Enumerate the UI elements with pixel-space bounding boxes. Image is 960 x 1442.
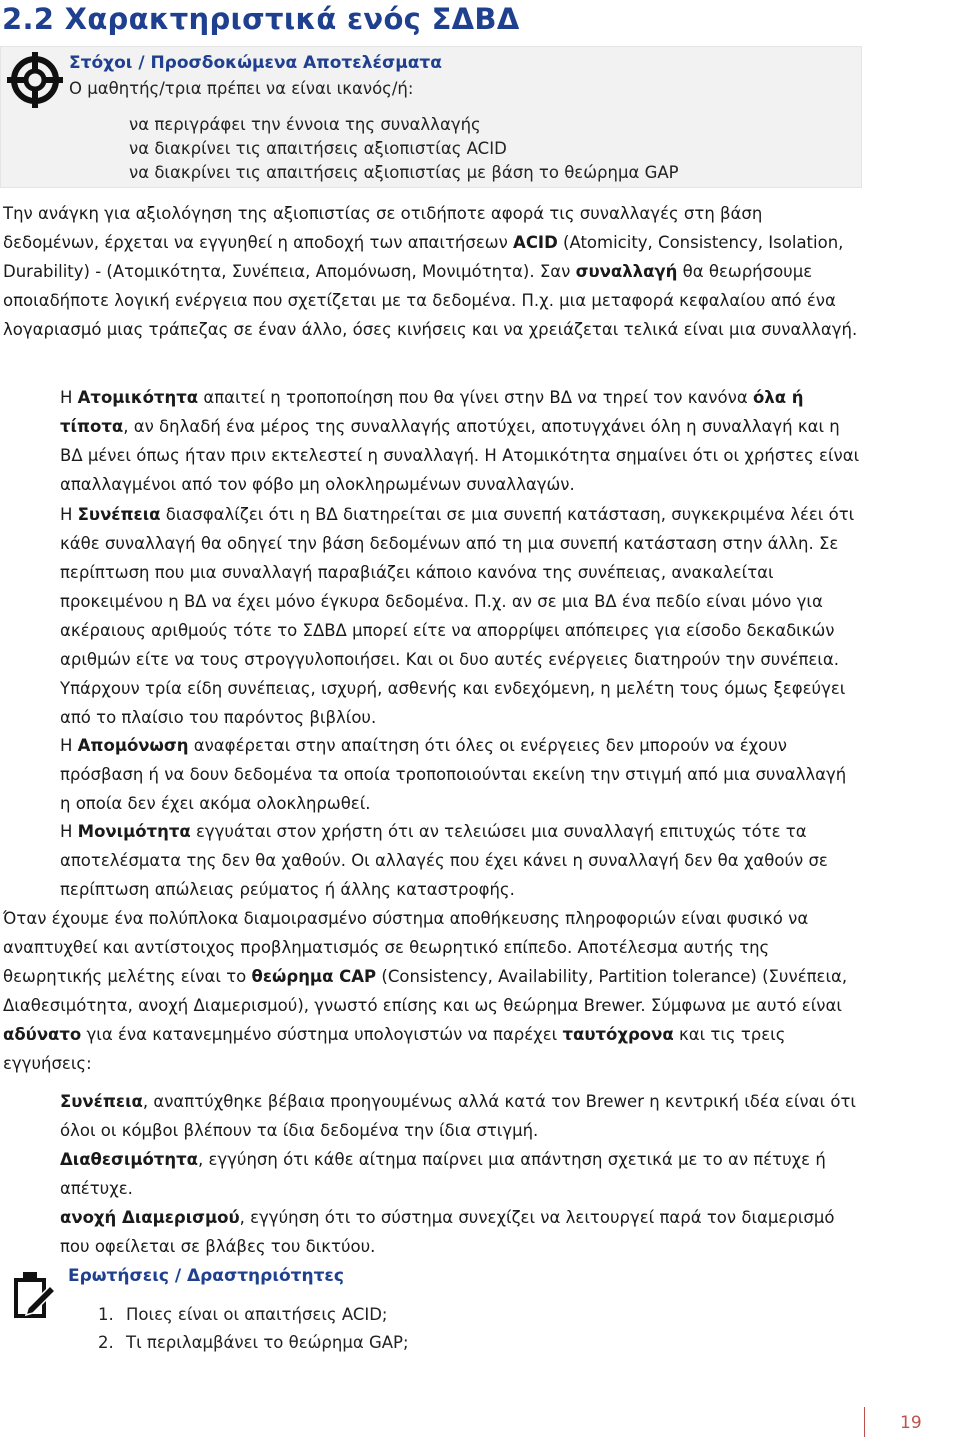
question-item: 1. Ποιες είναι οι απαιτήσεις ACID; <box>98 1305 388 1324</box>
questions-title: Ερωτήσεις / Δραστηριότητες <box>68 1266 344 1286</box>
goals-title: Στόχοι / Προσδοκώμενα Αποτελέσματα <box>69 53 442 73</box>
goal-item: να περιγράφει την έννοια της συναλλαγής <box>129 115 481 134</box>
cap-partition-paragraph: ανοχή Διαμερισμού, εγγύηση ότι το σύστημα συνεχίζει να λειτουργεί παρά τον διαμερισμό που οφείλεται σε βλάβες του δικτύου. <box>60 1208 835 1256</box>
cap-availability-paragraph: Διαθεσιμότητα, εγγύηση ότι κάθε αίτημα παίρνει μια απάντηση σχετικά με το αν πέτυχε ή απέτυχε. <box>60 1150 826 1198</box>
durability-paragraph: Η Μονιμότητα εγγυάται στον χρήστη ότι αν τελειώσει μια συναλλαγή επιτυχώς τότε τα αποτελέσματα της δεν θα χαθούν. Οι αλλαγές που έχει κάνει η συναλλαγή δεν θα χαθούν σε περίπτωση απώλειας ρεύματος ή άλλης καταστροφής. <box>60 822 828 899</box>
cap-paragraph: Όταν έχουμε ένα πολύπλοκα διαμοιρασμένο σύστημα αποθήκευσης πληροφοριών είναι φυσικό να αναπτυχθεί και αντίστοιχος προβληματισμός σε θεωρητικό επίπεδο. Αποτέλεσμα αυτής της θεωρητικής μελέτης είναι το θεώρημα CAP (Consistency, Availability, Partition tolerance) (Συνέπεια, Διαθεσιμότητα, ανοχή Διαμερισμού), γνωστό επίσης και ως θεώρημα Brewer. Σύμφωνα με αυτό είναι αδύνατο για ένα κατανεμημένο σύστημα υπολογιστών να παρέχει ταυτόχρονα και τις τρεις εγγυήσεις: <box>3 909 848 1073</box>
goal-item: να διακρίνει τις απαιτήσεις αξιοπιστίας με βάση το θεώρημα GAP <box>129 163 679 182</box>
clipboard-icon <box>12 1266 56 1322</box>
goals-list <box>129 113 679 185</box>
goal-item: να διακρίνει τις απαιτήσεις αξιοπιστίας ACID <box>129 139 507 158</box>
cap-consistency-paragraph: Συνέπεια, αναπτύχθηκε βέβαια προηγουμένως αλλά κατά τον Brewer η κεντρική ιδέα είναι ότι όλοι οι κόμβοι βλέπουν τα ίδια δεδομένα την ίδια στιγμή. <box>60 1092 856 1140</box>
goals-intro: Ο μαθητής/τρια πρέπει να είναι ικανός/ή: <box>69 79 414 98</box>
consistency-paragraph: Η Συνέπεια διασφαλίζει ότι η ΒΔ διατηρείται σε μια συνεπή κατάσταση, συγκεκριμένα λέει ότι κάθε συναλλαγή θα οδηγεί την βάση δεδομένων από τη μια συνεπή κατάσταση στην άλλη. Σε περίπτωση που μια συναλλαγή παραβιάζει κάποιο κανόνα της συνέπειας, ανακαλείται προκειμένου η ΒΔ να έχει μόνο έγκυρα δεδομένα. Π.χ. αν σε μια ΒΔ ένα πεδίο είναι μόνο για ακέραιους αριθμούς τότε το ΣΔΒΔ μπορεί είτε να απορρίψει απόπειρες για είσοδο δεκαδικών αριθμών είτε να τους στρογγυλοποιήσει. Και οι δυο αυτές ενέργειες διατηρούν την συνέπεια. Υπάρχουν τρία είδη συνέπειας, ισχυρή, ασθενής και ενδεχόμενη, η μελέτη τους όμως ξεφεύγει από το πλαίσιο του παρόντος βιβλίου. <box>60 505 855 727</box>
page-number-divider <box>864 1407 865 1437</box>
page-number: 19 <box>900 1413 922 1433</box>
target-icon <box>7 52 63 108</box>
learning-goals-box <box>0 46 862 188</box>
isolation-paragraph: Η Απομόνωση αναφέρεται στην απαίτηση ότι όλες οι ενέργειες δεν μπορούν να έχουν πρόσβαση ή να δουν δεδομένα τα οποία τροποποιούνται εκείνη την στιγμή από μια συναλλαγή η οποία δεν έχει ακόμα ολοκληρωθεί. <box>60 736 847 813</box>
atomicity-paragraph: Η Ατομικότητα απαιτεί η τροποποίηση που θα γίνει στην ΒΔ να τηρεί τον κανόνα όλα ή τίποτα, αν δηλαδή ένα μέρος της συναλλαγής αποτύχει, αποτυγχάνει όλη η συναλλαγή και η ΒΔ μένει όπως ήταν πριν εκτελεστεί η συναλλαγή. Η Ατομικότητα σημαίνει ότι οι χρήστες είναι απαλλαγμένοι από τον φόβο μη ολοκληρωμένων συναλλαγών. <box>60 388 860 494</box>
intro-paragraph: Την ανάγκη για αξιολόγηση της αξιοπιστίας σε οτιδήποτε αφορά τις συναλλαγές στη βάση δεδομένων, έρχεται να εγγυηθεί η αποδοχή των απαιτήσεων ACID (Atomicity, Consistency, Isolation, Durability) - (Ατομικότητα, Συνέπεια, Απομόνωση, Μονιμότητα). Σαν συναλλαγή θα θεωρήσουμε οποιαδήποτε λογική ενέργεια που σχετίζεται με τα δεδομένα. Π.χ. μια μεταφορά κεφαλαίου από ένα λογαριασμό μιας τράπεζας σε έναν άλλο, όσες κινήσεις και να χρειάζεται τελικά είναι μια συναλλαγή. <box>3 204 858 339</box>
questions-list <box>98 1301 409 1357</box>
section-title: 2.2 Χαρακτηριστικά ενός ΣΔΒΔ <box>2 2 520 36</box>
question-item: 2. Τι περιλαμβάνει το θεώρημα GAP; <box>98 1333 409 1352</box>
